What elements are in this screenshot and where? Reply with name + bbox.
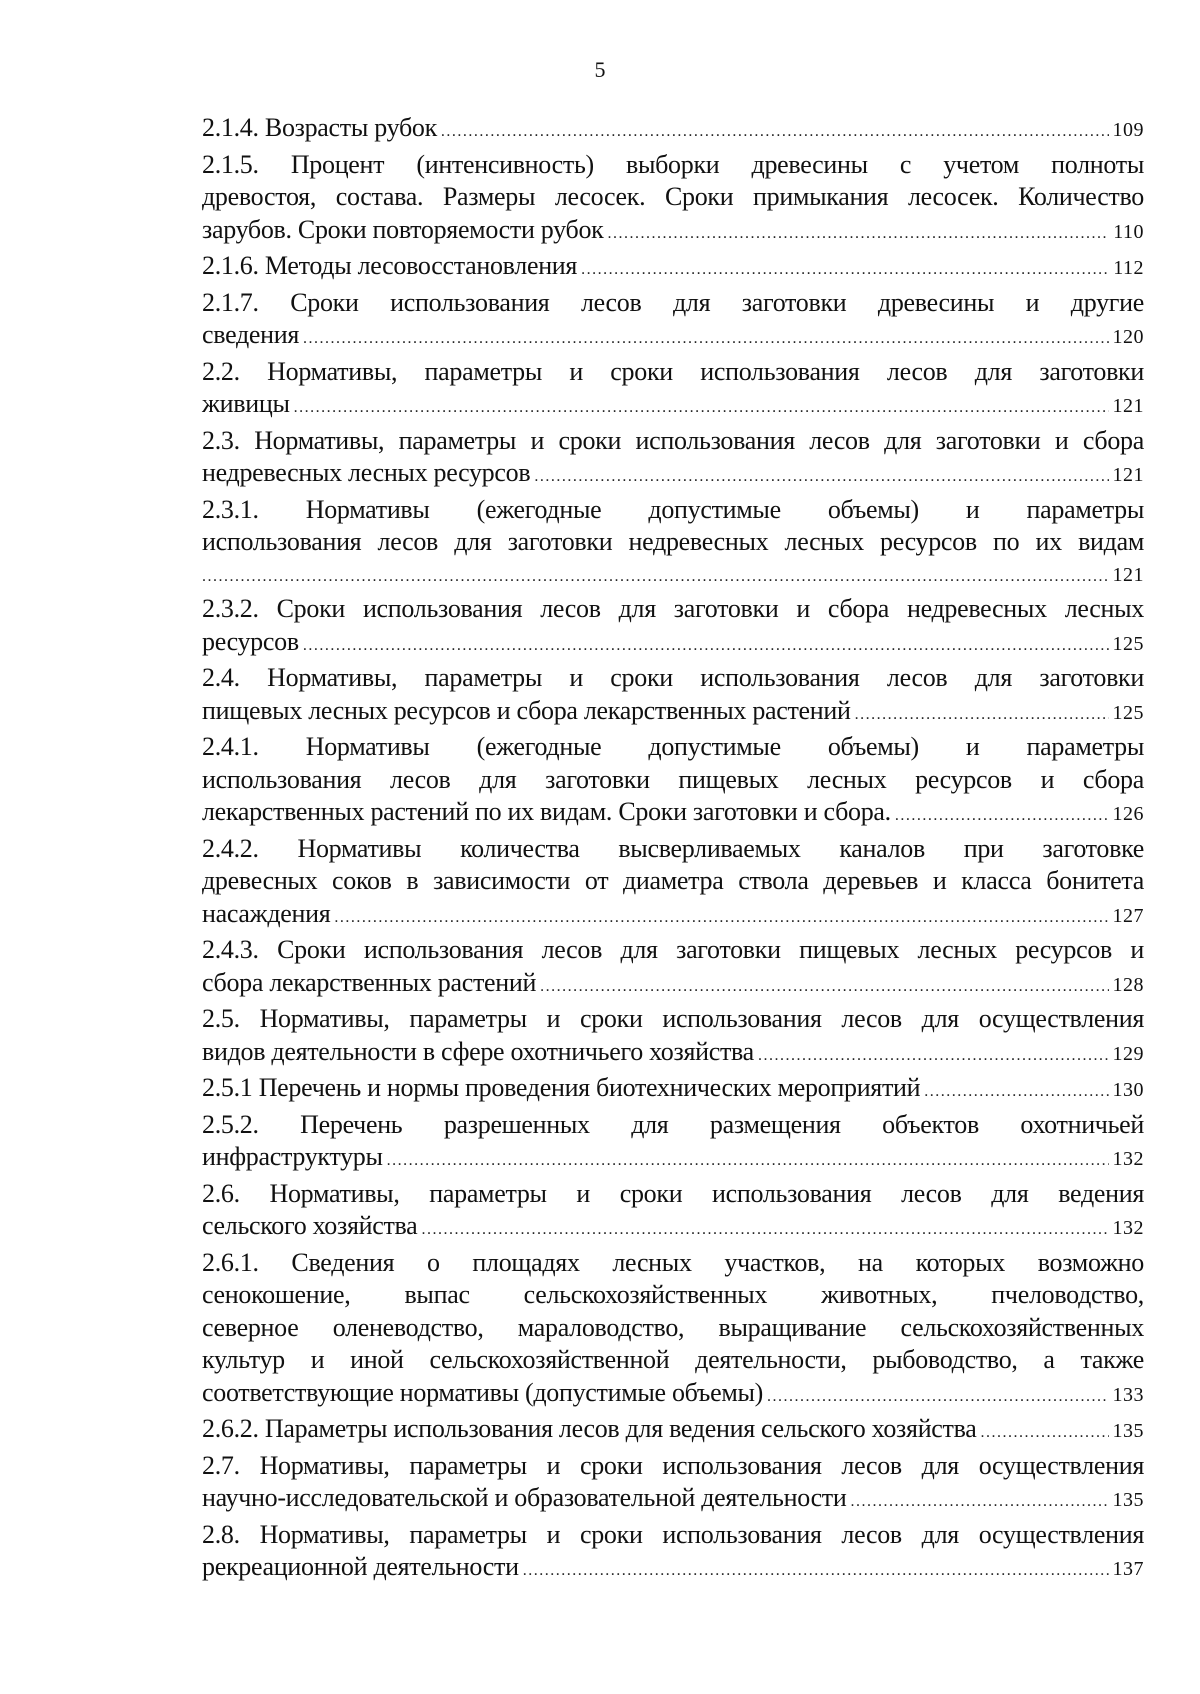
page-number: 5 — [594, 57, 606, 82]
toc-entry — [202, 731, 1144, 833]
toc-entry-text: соответствующие нормативы (допустимые объемы) — [202, 1377, 764, 1407]
toc-entry-line: древостоя, состава. Размеры лесосек. Сроки примыкания лесосек. Количество — [202, 182, 1144, 211]
toc-page-number: 128 — [1112, 973, 1144, 996]
toc-entry-last-line — [202, 898, 1144, 935]
toc-entry — [202, 1003, 1144, 1072]
dot-leader — [294, 392, 1109, 425]
toc-entry — [202, 250, 1144, 287]
toc-entry-line: 2.4.1. Нормативы (ежегодные допустимые объемы) и параметры — [202, 732, 1144, 761]
toc-entry-line: 2.5. Нормативы, параметры и сроки использования лесов для осуществления — [202, 1004, 1144, 1033]
toc-entry-line: культур и иной сельскохозяйственной деятельности, рыбоводство, а также — [202, 1345, 1144, 1374]
toc-entry-last-line — [202, 1551, 1144, 1588]
toc-entry-last-line — [202, 559, 1144, 594]
dot-leader — [758, 1040, 1109, 1073]
toc-entry-last-line — [202, 112, 1144, 149]
toc-page-number: 130 — [1112, 1079, 1144, 1101]
dot-leader — [581, 254, 1109, 287]
dot-leader — [855, 699, 1109, 732]
dot-leader — [850, 1486, 1108, 1519]
toc-entry-line: северное оленеводство, мараловодство, выращивание сельскохозяйственных — [202, 1312, 1144, 1342]
toc-entry-last-line — [202, 388, 1144, 425]
toc-entry-line: 2.4.2. Нормативы количества высверливаемых каналов при заготовке — [202, 833, 1144, 863]
toc-entry-text: инфраструктуры — [202, 1142, 383, 1171]
toc-page-number: 132 — [1112, 1217, 1144, 1239]
dot-leader — [980, 1417, 1108, 1450]
toc-page-number: 127 — [1112, 904, 1144, 927]
toc-page-number: 135 — [1112, 1489, 1144, 1511]
toc-entry — [202, 593, 1144, 662]
dot-leader — [924, 1076, 1108, 1109]
toc-page-number: 109 — [1112, 119, 1144, 141]
toc-entry-last-line — [202, 250, 1144, 287]
toc-entry-line: 2.1.7. Сроки использования лесов для заготовки древесины и другие — [202, 287, 1144, 317]
toc-entry — [202, 833, 1144, 935]
toc-entry — [202, 662, 1144, 731]
toc-entry — [202, 494, 1144, 594]
toc-page-number: 135 — [1112, 1420, 1144, 1442]
toc-page-number: 120 — [1112, 326, 1144, 348]
toc-entry — [202, 934, 1144, 1003]
dot-leader — [523, 1555, 1109, 1588]
dot-leader — [607, 218, 1109, 251]
toc-entry — [202, 356, 1144, 425]
toc-entry-line: 2.3.2. Сроки использования лесов для заготовки и сбора недревесных лесных — [202, 594, 1144, 623]
toc-page-number: 125 — [1112, 632, 1144, 655]
toc-entry-line: 2.8. Нормативы, параметры и сроки использования лесов для осуществления — [202, 1519, 1144, 1549]
toc-entry-text: 2.6.2. Параметры использования лесов для ведения сельского хозяйства — [202, 1414, 977, 1443]
toc-entry-last-line — [202, 626, 1144, 663]
dot-leader — [303, 630, 1109, 663]
toc-entry-text: сбора лекарственных растений — [202, 967, 537, 997]
toc-entry-line: 2.2. Нормативы, параметры и сроки использования лесов для заготовки — [202, 356, 1144, 386]
toc-entry-line: 2.3.1. Нормативы (ежегодные допустимые объемы) и параметры — [202, 494, 1144, 524]
toc-entry-last-line — [202, 1210, 1144, 1247]
toc-entry-text: 2.5.1 Перечень и нормы проведения биотехнических мероприятий — [202, 1073, 921, 1102]
toc-page-number: 129 — [1112, 1042, 1144, 1065]
toc-entry-line: 2.5.2. Перечень разрешенных для размещения объектов охотничьей — [202, 1109, 1144, 1139]
toc-entry-line: сенокошение, выпас сельскохозяйственных животных, пчеловодство, — [202, 1280, 1144, 1309]
dot-leader — [334, 902, 1108, 935]
toc-page-number: 133 — [1112, 1383, 1144, 1406]
toc-entry — [202, 425, 1144, 494]
dot-leader — [534, 461, 1108, 494]
toc-entry-last-line — [202, 319, 1144, 356]
toc-entry — [202, 112, 1144, 149]
toc-page-number: 121 — [1112, 395, 1144, 417]
dot-leader — [895, 800, 1109, 833]
toc-entry — [202, 1247, 1144, 1414]
dot-leader — [767, 1381, 1108, 1414]
toc-entry-last-line — [202, 1413, 1144, 1450]
toc-entry — [202, 287, 1144, 356]
toc-entry-last-line — [202, 1482, 1144, 1519]
toc-entry-text: насаждения — [202, 898, 331, 928]
toc-entry-text: рекреационной деятельности — [202, 1552, 519, 1581]
toc-entry — [202, 1519, 1144, 1588]
toc-page-number: 112 — [1113, 257, 1144, 279]
toc-entry — [202, 1178, 1144, 1247]
toc-entry-text: ресурсов — [202, 626, 299, 656]
toc-entry-last-line — [202, 214, 1144, 251]
toc-entry-text: научно-исследовательской и образовательной деятельности — [202, 1483, 847, 1512]
toc-entry-last-line — [202, 457, 1144, 494]
toc-entry-line: 2.6. Нормативы, параметры и сроки использования лесов для ведения — [202, 1178, 1144, 1208]
toc-entry-text: недревесных лесных ресурсов — [202, 458, 531, 487]
toc-entry-text: 2.1.6. Методы лесовосстановления — [202, 251, 578, 280]
toc-entry-line: 2.6.1. Сведения о площадях лесных участков, на которых возможно — [202, 1247, 1144, 1277]
toc-entry-line: использования лесов для заготовки пищевых лесных ресурсов и сбора — [202, 764, 1144, 794]
toc-entry-line: 2.4. Нормативы, параметры и сроки использования лесов для заготовки — [202, 663, 1144, 692]
dot-leader — [441, 116, 1109, 149]
toc-entry-last-line — [202, 695, 1144, 732]
toc-entry-last-line — [202, 1036, 1144, 1073]
toc-entry — [202, 1109, 1144, 1178]
toc-page-number: 121 — [1112, 464, 1144, 486]
toc-entry-line: 2.4.3. Сроки использования лесов для заготовки пищевых лесных ресурсов и — [202, 935, 1144, 964]
toc-entry-text: зарубов. Сроки повторяемости рубок — [202, 214, 604, 244]
dot-leader — [303, 323, 1108, 356]
toc-entry-text: видов деятельности в сфере охотничьего хозяйства — [202, 1036, 754, 1066]
toc-entry-text: сельского хозяйства — [202, 1211, 418, 1240]
toc-entry-line: древесных соков в зависимости от диаметра ствола деревьев и класса бонитета — [202, 866, 1144, 895]
toc-entry-line: использования лесов для заготовки недревесных лесных ресурсов по их видам — [202, 527, 1144, 556]
toc-entry-text: лекарственных растений по их видам. Сроки заготовки и сбора. — [202, 797, 891, 826]
toc-entry-last-line — [202, 1377, 1144, 1414]
toc-entry — [202, 1413, 1144, 1450]
dot-leader — [540, 971, 1108, 1004]
toc-entry-text: 2.1.4. Возрасты рубок — [202, 113, 437, 142]
toc-entry-line: 2.3. Нормативы, параметры и сроки использования лесов для заготовки и сбора — [202, 425, 1144, 455]
toc-entry-last-line — [202, 1072, 1144, 1109]
toc-entry — [202, 1072, 1144, 1109]
toc-page-number: 137 — [1112, 1558, 1144, 1580]
toc-entry-text: пищевых лесных ресурсов и сбора лекарственных растений — [202, 695, 851, 725]
dot-leader — [421, 1214, 1108, 1247]
toc-entry-line: 2.1.5. Процент (интенсивность) выборки древесины с учетом полноты — [202, 149, 1144, 179]
table-of-contents — [202, 112, 1144, 1588]
toc-entry — [202, 149, 1144, 251]
toc-page-number: 110 — [1113, 220, 1144, 243]
toc-entry-last-line — [202, 1141, 1144, 1178]
toc-page-number: 126 — [1112, 803, 1144, 825]
toc-page-number: 121 — [1112, 563, 1144, 586]
toc-entry-last-line — [202, 967, 1144, 1004]
toc-entry-last-line — [202, 796, 1144, 833]
toc-page-number: 132 — [1112, 1148, 1144, 1170]
toc-entry-line: 2.7. Нормативы, параметры и сроки использования лесов для осуществления — [202, 1450, 1144, 1480]
toc-entry — [202, 1450, 1144, 1519]
toc-entry-text: живицы — [202, 389, 290, 418]
toc-entry-text: сведения — [202, 320, 300, 349]
dot-leader — [387, 1145, 1109, 1178]
dot-leader — [202, 561, 1109, 594]
toc-page-number: 125 — [1112, 701, 1144, 724]
